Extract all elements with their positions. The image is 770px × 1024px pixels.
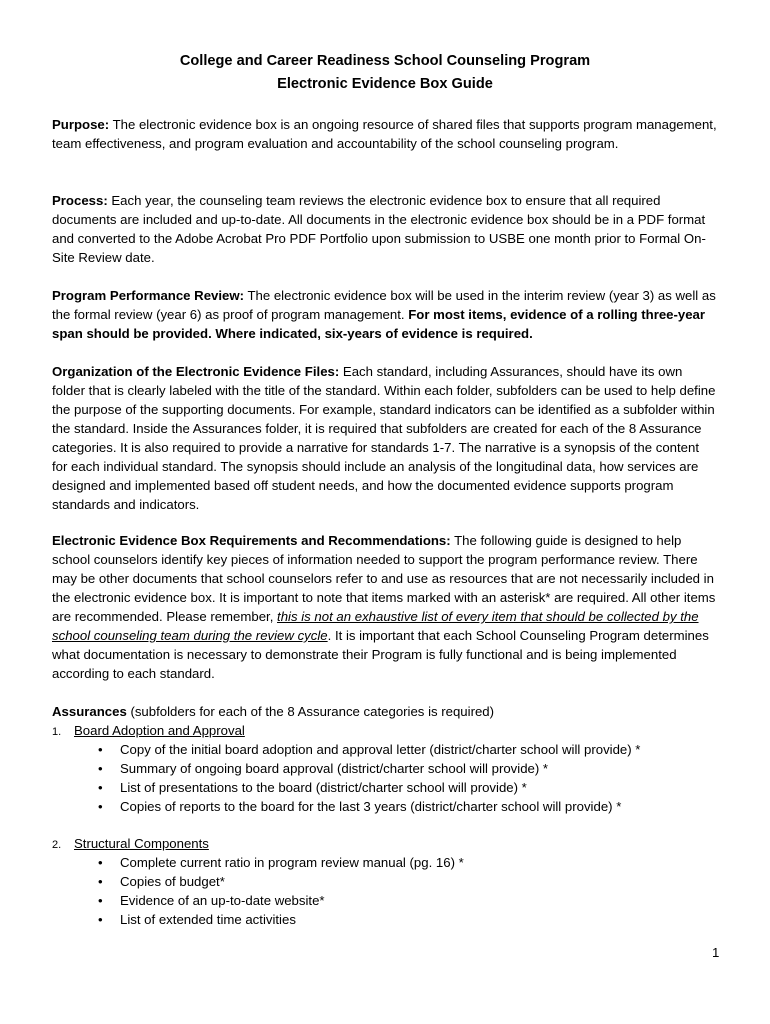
list-item-text: Copies of budget* [120, 874, 225, 889]
performance-label: Program Performance Review: [52, 288, 245, 303]
bullet-icon: • [98, 855, 103, 870]
section-structural-components [52, 834, 209, 855]
requirements-text-after: . It is important that each School Counseling Program determines what documentation is necessary to demonstrate their Program is fully functional and is being implemented according to each standard. [52, 628, 709, 681]
assurances-note: (subfolders for each of the 8 Assurance categories is required) [126, 704, 495, 719]
assurances-heading [52, 702, 718, 721]
list-item [96, 797, 736, 816]
list-item [96, 910, 736, 929]
section-board-adoption [52, 721, 245, 742]
purpose-paragraph [52, 115, 718, 153]
requirements-label: Electronic Evidence Box Requirements and Recommendations: [52, 533, 451, 548]
document-title: College and Career Readiness School Counseling Program [179, 53, 591, 69]
section-number: 1. [52, 726, 62, 738]
section-title: Board Adoption and Approval [74, 723, 245, 738]
section-number: 2. [52, 839, 62, 851]
organization-text: Each standard, including Assurances, should have its own folder that is clearly labeled with the title of the standard. Within each folder, subfolders can be used to help define the purpose of the supporting documents. For example, standard indicators can be identified as a subfolder within the standard. Inside the Assurances folder, it is required that subfolders are created for each of the 8 Assurance categories. It is also required to provide a narrative for standards 1-7. The narrative is a synopsis of the content for each individual standard. The synopsis should include an analysis of the longitudinal data, how services are designed and implemented based off student needs, and how the documented evidence supports program standards and indicators. [52, 364, 716, 512]
list-item [96, 778, 736, 797]
structural-components-list [96, 853, 736, 929]
list-item [96, 740, 736, 759]
document-subtitle: Electronic Evidence Box Guide [277, 76, 493, 92]
list-item [96, 759, 736, 778]
performance-paragraph [52, 286, 718, 343]
bullet-icon: • [98, 893, 103, 908]
requirements-text: The following guide is designed to help school counselors identify key pieces of information needed to support the program performance review. There may be other documents that school counselors refer to and use as resources that are not necessarily included in the electronic evidence box. It is important to note that items marked with an asterisk* are required. All other items are recommended. Please remember, [52, 533, 716, 624]
bullet-icon: • [98, 761, 103, 776]
performance-bold-text: For most items, evidence of a rolling three-year span should be provided. Where indicated, six-years of evidence is required. [52, 307, 706, 341]
list-item-text: Copies of reports to the board for the last 3 years (district/charter school will provide) * [120, 799, 622, 814]
purpose-text: The electronic evidence box is an ongoing resource of shared files that supports program management, team effectiveness, and program evaluation and accountability of the school counseling program. [52, 117, 717, 151]
list-item-text: Complete current ratio in program review manual (pg. 16) * [120, 855, 464, 870]
list-item [96, 891, 736, 910]
list-item-text: Evidence of an up-to-date website* [120, 893, 325, 908]
process-label: Process: [52, 193, 108, 208]
list-item-text: List of presentations to the board (district/charter school will provide) * [120, 780, 527, 795]
bullet-icon: • [98, 912, 103, 927]
bullet-icon: • [98, 799, 103, 814]
purpose-label: Purpose: [52, 117, 110, 132]
organization-paragraph [52, 362, 718, 514]
section-title: Structural Components [74, 836, 209, 851]
bullet-icon: • [98, 780, 103, 795]
organization-label: Organization of the Electronic Evidence Files: [52, 364, 340, 379]
list-item-text: Summary of ongoing board approval (district/charter school will provide) * [120, 761, 549, 776]
performance-text: The electronic evidence box will be used in the interim review (year 3) as well as the formal review (year 6) as proof of program management. [52, 288, 716, 322]
list-item [96, 853, 736, 872]
bullet-icon: • [98, 874, 103, 889]
assurances-label: Assurances [52, 704, 127, 719]
bullet-icon: • [98, 742, 103, 757]
list-item-text: Copy of the initial board adoption and approval letter (district/charter school will provide) * [120, 742, 641, 757]
board-adoption-list [96, 740, 736, 816]
process-text: Each year, the counseling team reviews the electronic evidence box to ensure that all required documents are included and up-to-date. All documents in the electronic evidence box should be in a PDF format and converted to the Adobe Acrobat Pro PDF Portfolio upon submission to USBE one month prior to Formal On-Site Review date. [52, 193, 706, 265]
process-paragraph [52, 191, 718, 267]
list-item [96, 872, 736, 891]
requirements-paragraph [52, 531, 718, 683]
page-number: 1 [712, 945, 720, 960]
list-item-text: List of extended time activities [120, 912, 296, 927]
requirements-emphasis: this is not an exhaustive list of every item that should be collected by the school counseling team during the review cycle [52, 609, 699, 643]
